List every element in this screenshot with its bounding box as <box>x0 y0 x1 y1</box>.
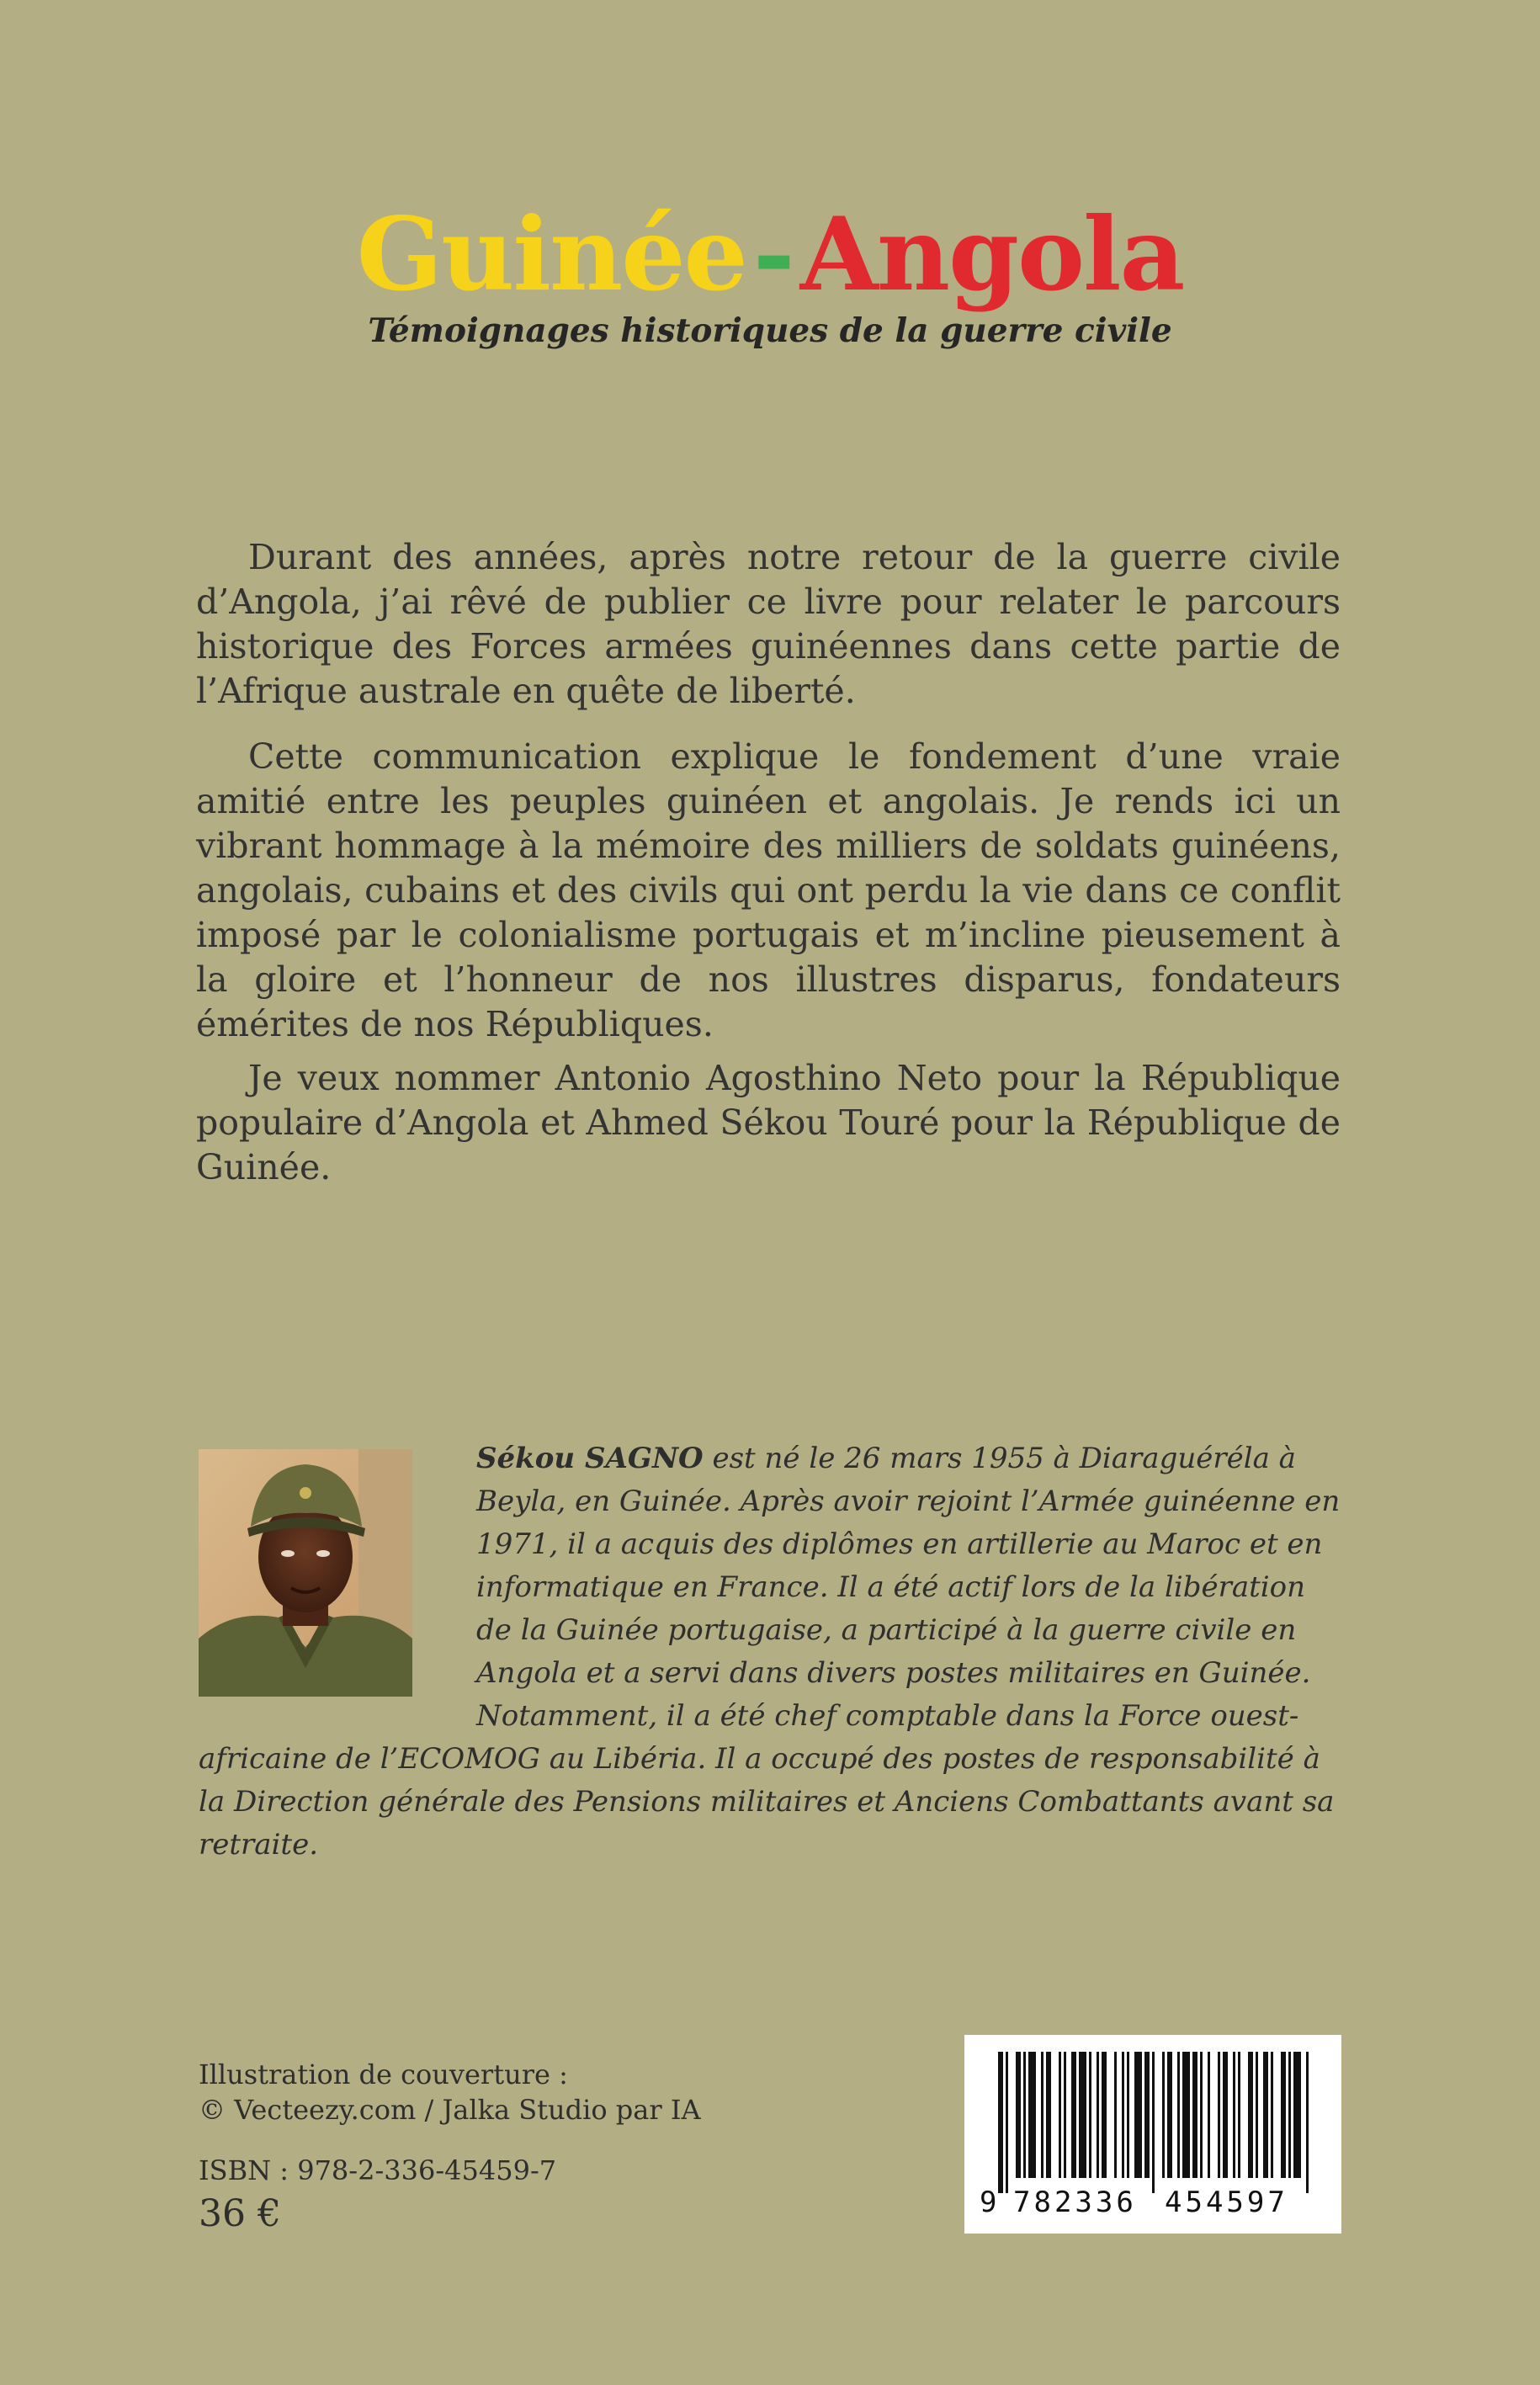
barcode-bar <box>1192 2052 1197 2178</box>
illustration-source: © Vecteezy.com / Jalka Studio par IA <box>199 2094 701 2126</box>
author-name: Sékou SAGNO <box>476 1442 704 1475</box>
barcode-left-group: 782336 <box>1013 2186 1137 2219</box>
barcode-bar <box>1127 2052 1129 2178</box>
author-bio-text: est né le 26 mars 1955 à Diaraguéréla à Beyla, en Guinée. Après avoir rejoint l’Armée guinéenne en 1971, il a acquis des diplômes en artillerie au Maroc et en informatique en France. Il a été actif lors de la libération de la Guinée portugaise, a participé à la guerre civile en Angola et a servi dans divers postes militaires en Guinée. Notamment, il a été chef comptable dans la Force ouest-africaine de l’ECOMOG au Libéria. Il a occupé des postes de responsabilité à la Direction générale des Pensions militaires et Anciens Combattants avant sa retraite. <box>199 1442 1341 1862</box>
barcode-bar <box>1071 2052 1076 2178</box>
barcode-bar <box>1064 2052 1066 2178</box>
title-dash: - <box>752 195 794 314</box>
barcode-right-group: 454597 <box>1165 2186 1288 2219</box>
author-bio <box>199 1437 1341 1867</box>
barcode-first-digit: 9 <box>980 2186 997 2219</box>
barcode-bar <box>1016 2052 1021 2178</box>
barcode-bar <box>1167 2052 1172 2178</box>
blurb-paragraph-2: Cette communication explique le fondement d’une vraie amitié entre les peuples guinéen et angolais. Je rends ici un vibrant hommage à la mémoire des milliers de soldats guinéens, angolais, cubains et des civils qui ont perdu la vie dans ce conflit imposé par le colonialisme portugais et m’incline pieusement à la gloire et l’honneur de nos illustres disparus, fondateurs émérites de nos Républiques. <box>196 736 1341 1044</box>
barcode-bar <box>998 2052 1003 2193</box>
barcode-bar <box>1281 2052 1286 2178</box>
barcode-bar <box>1162 2052 1165 2178</box>
barcode-bar <box>1079 2052 1086 2178</box>
illustration-label: Illustration de couverture : <box>199 2058 568 2090</box>
barcode-bar <box>1097 2052 1099 2178</box>
isbn-text: ISBN : 978-2-336-45459-7 <box>199 2154 557 2186</box>
barcode-bar <box>1122 2052 1124 2178</box>
price-text: 36 € <box>199 2192 281 2235</box>
barcode-bar <box>1177 2052 1180 2178</box>
barcode-bar <box>1293 2052 1301 2178</box>
book-title <box>0 195 1540 314</box>
barcode-bar <box>1306 2052 1309 2193</box>
barcode-bar <box>1041 2052 1043 2178</box>
title-word-guinee: Guinée <box>356 195 746 314</box>
barcode-bar <box>1263 2052 1268 2178</box>
book-subtitle: Témoignages historiques de la guerre civile <box>368 311 1172 350</box>
barcode-bar <box>1200 2052 1203 2178</box>
barcode-bar <box>1248 2052 1253 2178</box>
barcode-bar <box>1006 2052 1008 2193</box>
barcode-bar <box>1059 2052 1061 2178</box>
barcode-bar <box>1089 2052 1091 2178</box>
barcode <box>964 2035 1341 2234</box>
barcode-bar <box>1271 2052 1273 2178</box>
barcode-bar <box>1288 2052 1291 2178</box>
illustration-credit <box>199 2057 701 2127</box>
barcode-bar <box>1218 2052 1220 2178</box>
blurb-paragraph-3: Je veux nommer Antonio Agosthino Neto pour la République populaire d’Angola et Ahmed Sékou Touré pour la République de Guinée. <box>196 1058 1341 1187</box>
barcode-bar <box>1182 2052 1190 2178</box>
barcode-bar <box>1256 2052 1258 2178</box>
barcode-bar <box>1223 2052 1228 2178</box>
barcode-bar <box>1144 2052 1150 2178</box>
barcode-bar <box>1238 2052 1240 2178</box>
barcode-bar <box>1046 2052 1051 2178</box>
barcode-bar <box>1208 2052 1210 2178</box>
photo-float-spacer <box>199 1437 476 1737</box>
barcode-bar <box>1134 2052 1142 2178</box>
barcode-bar <box>1102 2052 1107 2178</box>
barcode-bar <box>1023 2052 1026 2178</box>
barcode-bars <box>998 2052 1309 2193</box>
barcode-bar <box>1152 2052 1155 2193</box>
blurb-paragraph-1: Durant des années, après notre retour de la guerre civile d’Angola, j’ai rêvé de publier ce livre pour relater le parcours historique des Forces armées guinéennes dans cette partie de l’Afrique australe en quête de liberté. <box>196 537 1341 711</box>
title-word-angola: Angola <box>799 195 1184 314</box>
barcode-bar <box>1233 2052 1235 2178</box>
barcode-bar <box>1028 2052 1036 2178</box>
barcode-bar <box>1114 2052 1117 2178</box>
